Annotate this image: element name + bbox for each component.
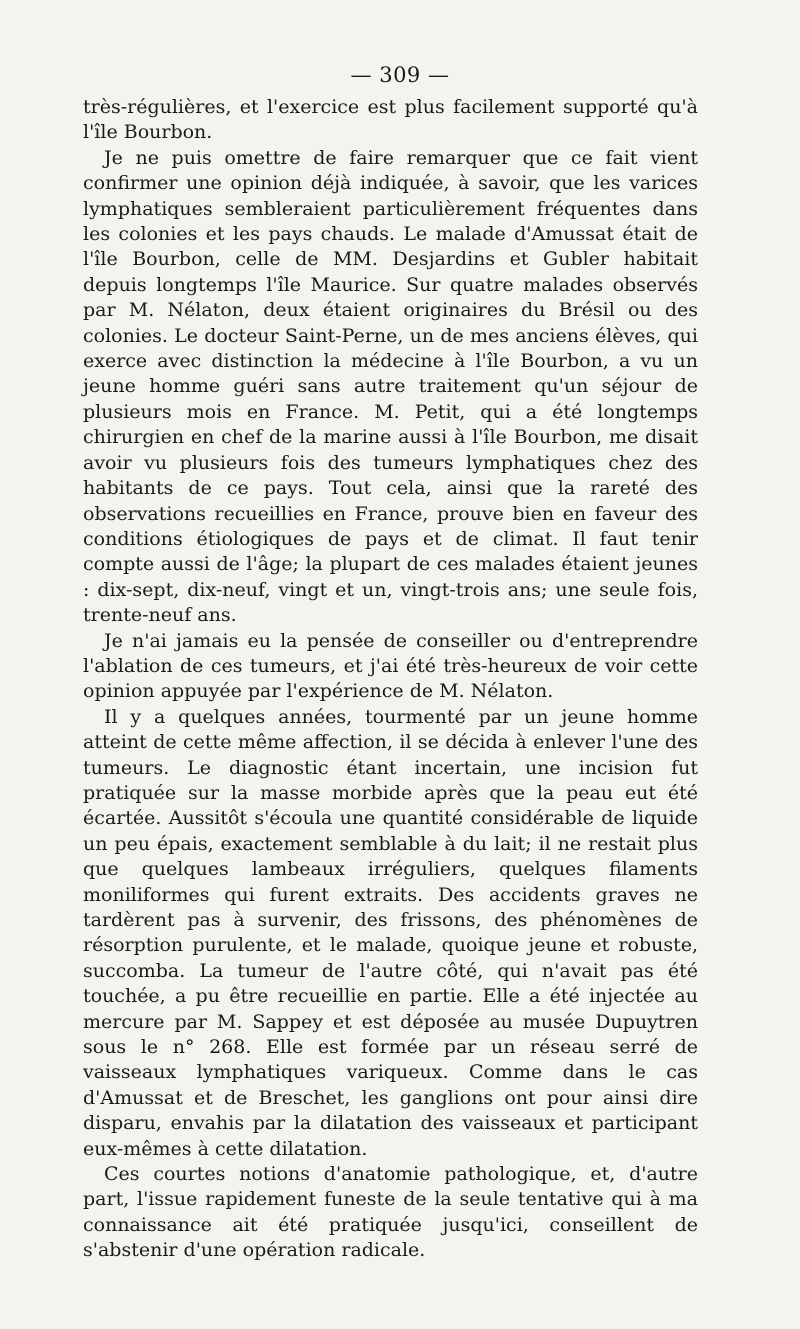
paragraph: très-régulières, et l'exercice est plus facilement supporté qu'à l'île Bourbon.	[83, 96, 698, 144]
paragraph: Je ne puis omettre de faire remarquer que ce fait vient confirmer une opinion déjà indiquée, à savoir, que les varices lymphatiques sembleraient particulièrement fréquentes dans les colonies et les pays chauds. Le malade d'Amussat était de l'île Bourbon, celle de MM. Desjardins et Gubler habitait depuis longtemps l'île Maurice. Sur quatre malades observés par M. Nélaton, deux étaient originaires du Brésil ou des colonies. Le docteur Saint-Perne, un de mes anciens élèves, qui exerce avec distinction la médecine à l'île Bourbon, a vu un jeune homme guéri sans autre traitement qu'un séjour de plusieurs mois en France. M. Petit, qui a été longtemps chirurgien en chef de la marine aussi à l'île Bourbon, me disait avoir vu plusieurs fois des tumeurs lymphatiques chez des habitants de ce pays. Tout cela, ainsi que la rareté des observations recueillies en France, prouve bien en faveur des conditions étiologiques de pays et de climat. Il faut tenir compte aussi de l'âge; la plupart de ces malades étaient jeunes : dix-sept, dix-neuf, vingt et un, vingt-trois ans; une seule fois, trente-neuf ans.	[83, 146, 698, 627]
body-text	[83, 95, 698, 1264]
paragraph: Je n'ai jamais eu la pensée de conseiller ou d'entreprendre l'ablation de ces tumeurs, et j'ai été très-heureux de voir cette opinion appuyée par l'expérience de M. Nélaton.	[83, 629, 698, 703]
page-number: — 309 —	[350, 63, 450, 87]
paragraph: Il y a quelques années, tourmenté par un jeune homme atteint de cette même affection, il se décida à enlever l'une des tumeurs. Le diagnostic étant incertain, une incision fut pratiquée sur la masse morbide après que la peau eut été écartée. Aussitôt s'écoula une quantité considérable de liquide un peu épais, exactement semblable à du lait; il ne restait plus que quelques lambeaux irréguliers, quelques filaments moniliformes qui furent extraits. Des accidents graves ne tardèrent pas à survenir, des frissons, des phénomènes de résorption purulente, et le malade, quoique jeune et robuste, succomba. La tumeur de l'autre côté, qui n'avait pas été touchée, a pu être recueillie en partie. Elle a été injectée au mercure par M. Sappey et est déposée au musée Dupuytren sous le n° 268. Elle est formée par un réseau serré de vaisseaux lymphatiques variqueux. Comme dans le cas d'Amussat et de Breschet, les ganglions ont pour ainsi dire disparu, envahis par la dilatation des vaisseaux et participant eux-mêmes à cette dilatation.	[83, 705, 698, 1160]
paragraph: Ces courtes notions d'anatomie pathologique, et, d'autre part, l'issue rapidement funeste de la seule tentative qui à ma connaissance ait été pratiquée jusqu'ici, conseillent de s'abstenir d'une opération radicale.	[83, 1163, 698, 1262]
